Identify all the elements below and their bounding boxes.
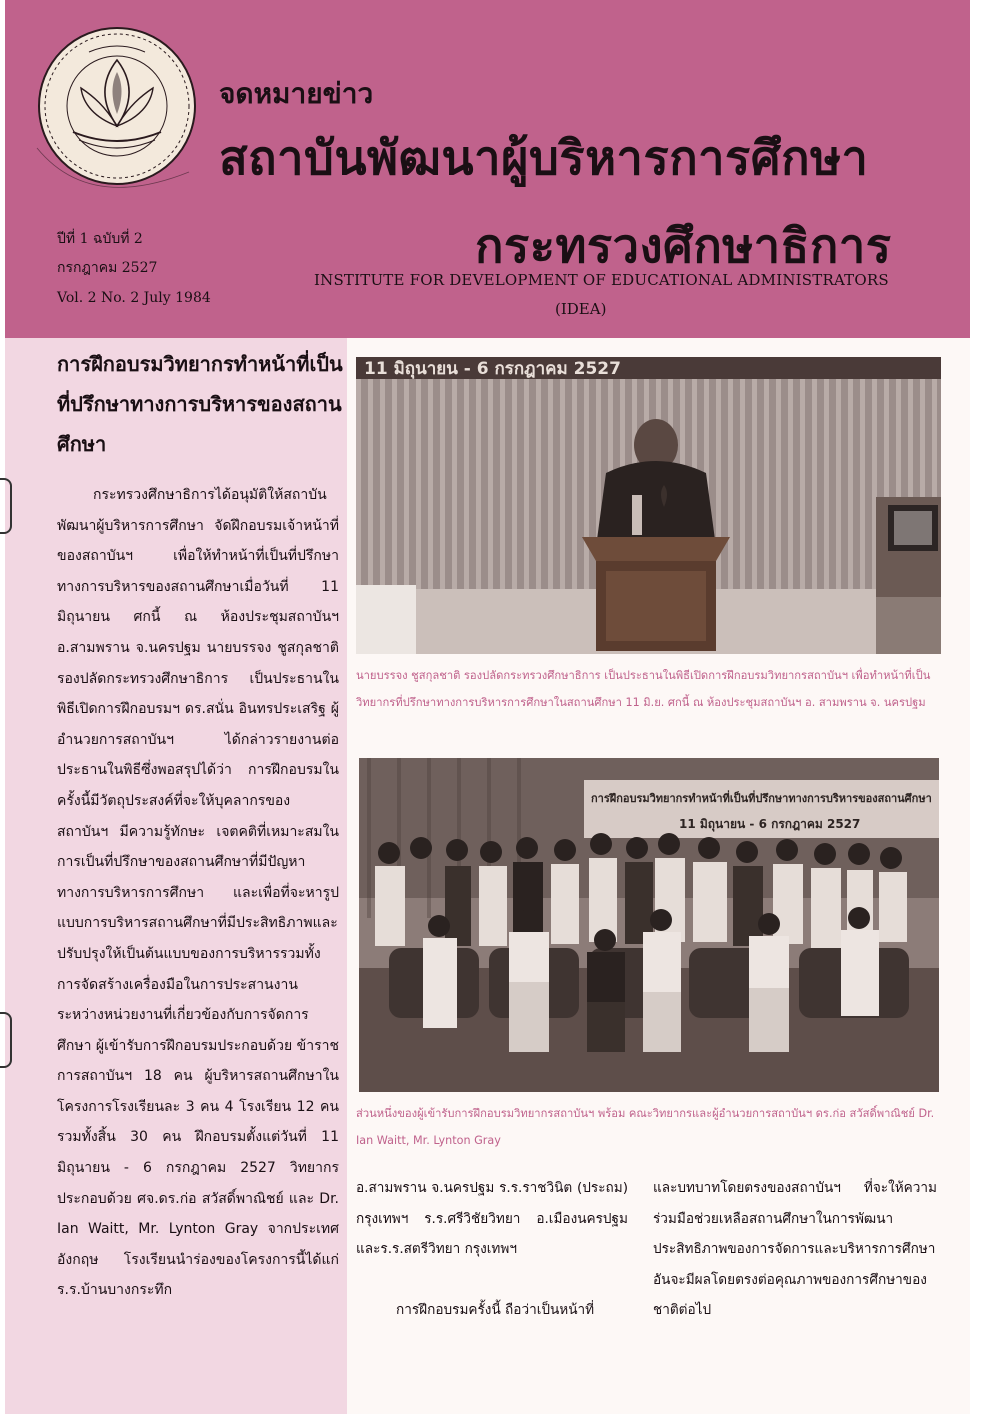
photo-banner-text: 11 มิถุนายน - 6 กรกฎาคม 2527	[364, 359, 621, 379]
photo-banner-line1: การฝึกอบรมวิทยากรทำหน้าที่เป็นที่ปรึกษาทางการบริหารของสถานศึกษา	[591, 792, 932, 805]
article-column-2	[356, 1173, 628, 1325]
photo-group-training	[359, 758, 939, 1092]
article-paragraph: และบทบาทโดยตรงของสถาบันฯ ที่จะให้ความร่วมมือช่วยเหลือสถานศึกษาในการพัฒนาประสิทธิภาพของการจัดการและบริหารการศึกษา อันจะมีผลโดยตรงต่อคุณภาพของการศึกษาของชาติต่อไป	[653, 1180, 937, 1319]
lotus-emblem-seal-icon	[29, 22, 214, 202]
photo-opening-speech	[356, 357, 941, 654]
institute-title: สถาบันพัฒนาผู้บริหารการศึกษา	[219, 131, 869, 186]
article-body	[57, 480, 339, 1306]
article-title-line: ศึกษา	[57, 432, 107, 456]
photo-caption-group: ส่วนหนึ่งของผู้เข้ารับการฝึกอบรมวิทยากรสถาบันฯ พร้อม คณะวิทยากรและผู้อำนวยการสถาบันฯ ดร.ก่อ สวัสดิ์พาณิชย์ Dr. Ian Waitt, Mr. Lynton Gray	[356, 1107, 935, 1147]
article-title	[57, 344, 347, 464]
ministry-title: กระทรวงศึกษาธิการ	[475, 219, 892, 274]
article-paragraph: กระทรวงศึกษาธิการได้อนุมัติให้สถาบันพัฒนาผู้บริหารการศึกษา จัดฝึกอบรมเจ้าหน้าที่ของสถาบันฯ เพื่อให้ทำหน้าที่เป็นที่ปรึกษาทางการบริหารของสถานศึกษาเมื่อวันที่ 11 มิถุนายน ศกนี้ ณ ห้องประชุมสถาบันฯ อ.สามพราน จ.นครปฐม นายบรรจง ชูสกุลชาติ รองปลัดกระทรวงศึกษาธิการ เป็นประธานในพิธีเปิดการฝึกอบรมฯ ดร.สนั่น อินทรประเสริฐ ผู้อำนวยการสถาบันฯ ได้กล่าวรายงานต่อประธานในพิธีซึ่งพอสรุปได้ว่า การฝึกอบรมในครั้งนี้มีวัตถุประสงค์ที่จะให้บุคลากรของสถาบันฯ มีความรู้ทักษะ เจตคติที่เหมาะสมในการเป็นที่ปรึกษาของสถานศึกษาที่มีปัญหาทางการบริหารการศึกษา และเพื่อที่จะหารูปแบบการบริหารสถานศึกษาที่มีประสิทธิภาพและปรับปรุงให้เป็นต้นแบบของการบริหารรวมทั้งการจัดสร้างเครื่องมือในการประสานงานระหว่างหน่วยงานที่เกี่ยวข้องกับการจัดการศึกษา ผู้เข้ารับการฝึกอบรมประกอบด้วย ข้าราชการสถาบันฯ 18 คน ผู้บริหารสถานศึกษาในโครงการโรงเรียนละ 3 คน 4 โรงเรียน 12 คน รวมทั้งสิ้น 30 คน ฝึกอบรมตั้งแต่วันที่ 11 มิถุนายน - 6 กรกฎาคม 2527 วิทยากรประกอบด้วย ศจ.ดร.ก่อ สวัสดิ์พาณิชย์ และ Dr. Ian Waitt, Mr. Lynton Gray จากประเทศอังกฤษ โรงเรียนนำร่องของโครงการนี้ได้แก่ ร.ร.บ้านบางกระทึก	[57, 487, 339, 1299]
article-paragraph: การฝึกอบรมครั้งนี้ ถือว่าเป็นหน้าที่	[396, 1301, 595, 1318]
institute-abbreviation: (IDEA)	[555, 300, 607, 318]
photo-banner-line2: 11 มิถุนายน - 6 กรกฎาคม 2527	[679, 817, 861, 831]
article-title-line: การฝึกอบรมวิทยากรทำหน้าที่เป็น	[57, 352, 343, 376]
issue-volume-en: Vol. 2 No. 2 July 1984	[57, 290, 211, 306]
binder-hole-mark	[0, 1012, 12, 1068]
institute-name-english: INSTITUTE FOR DEVELOPMENT OF EDUCATIONAL ADMINISTRATORS	[314, 271, 889, 289]
newsletter-page	[5, 0, 970, 1414]
photo-caption-opening: นายบรรจง ชูสกุลชาติ รองปลัดกระทรวงศึกษาธิการ เป็นประธานในพิธีเปิดการฝึกอบรมวิทยากรสถาบันฯ เพื่อทำหน้าที่เป็นวิทยากรที่ปรึกษาทางการบริหารการศึกษาในสถานศึกษา 11 มิ.ย. ศกนี้ ณ ห้องประชุมสถาบันฯ อ. สามพราน จ. นครปฐม	[356, 669, 931, 709]
issue-date-thai: กรกฎาคม 2527	[57, 260, 158, 276]
issue-number-thai: ปีที่ 1 ฉบับที่ 2	[57, 231, 143, 247]
newsletter-label: จดหมายข่าว	[219, 77, 374, 110]
masthead	[5, 0, 970, 338]
article-column-3	[653, 1173, 937, 1326]
article-paragraph: อ.สามพราน จ.นครปฐม ร.ร.ราชวินิต (ประถม) กรุงเทพฯ ร.ร.ศรีวิชัยวิทยา อ.เมืองนครปฐม และร.ร.สตรีวิทยา กรุงเทพฯ	[356, 1180, 628, 1258]
binder-hole-mark	[0, 478, 12, 534]
article-title-line: ที่ปรึกษาทางการบริหารของสถาน	[57, 392, 342, 416]
